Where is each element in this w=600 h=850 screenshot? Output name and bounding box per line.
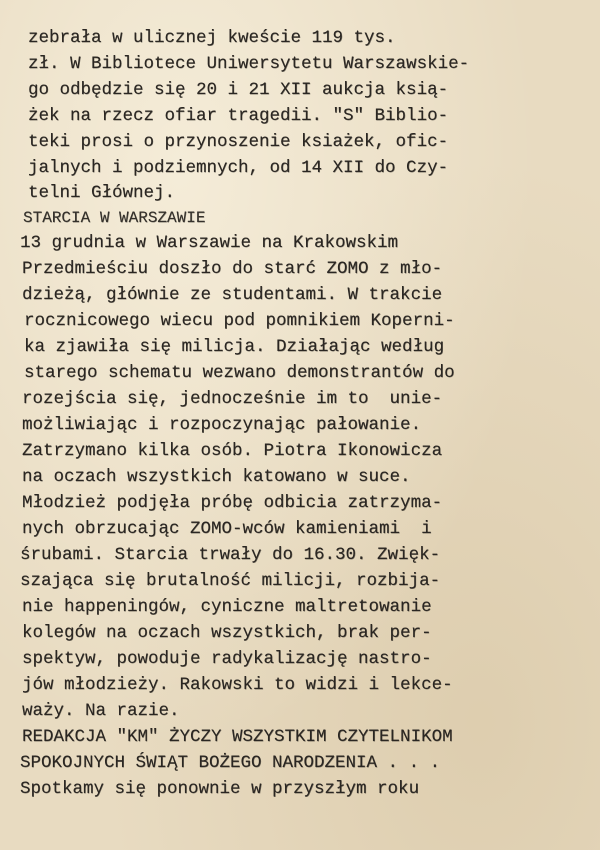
paragraph-2-line: spektyw, powoduje radykalizację nastro- <box>22 649 432 669</box>
paragraph-2-line: ka zjawiła się milicja. Działając według <box>24 337 445 357</box>
closing-line: REDAKCJA "KM" ŻYCZY WSZYSTKIM CZYTELNIKOM <box>22 727 453 747</box>
paragraph-1-line: żek na rzecz ofiar tragedii. "S" Biblio- <box>28 106 449 126</box>
section-heading: STARCIA W WARSZAWIE <box>23 209 206 227</box>
paragraph-2-line: waży. Na razie. <box>22 701 180 721</box>
paragraph-2-line: starego schematu wezwano demonstrantów do <box>24 363 455 383</box>
paragraph-1-line: zebrała w ulicznej kweście 119 tys. <box>28 28 396 48</box>
paragraph-2-line: Młodzież podjęła próbę odbicia zatrzyma- <box>22 493 443 513</box>
paragraph-1-line: zł. W Bibliotece Uniwersytetu Warszawskie- <box>28 54 470 74</box>
paragraph-2-line: możliwiając i rozpoczynając pałowanie. <box>22 415 422 435</box>
paragraph-2-line: dzieżą, głównie ze studentami. W trakcie <box>22 285 443 305</box>
paragraph-1-line: go odbędzie się 20 i 21 XII aukcja ksią- <box>28 80 449 100</box>
paragraph-2-line: Przedmieściu doszło do starć ZOMO z mło- <box>22 259 443 279</box>
paragraph-2-line: na oczach wszystkich katowano w suce. <box>22 467 411 487</box>
closing-line: Spotkamy się ponownie w przyszłym roku <box>20 779 420 799</box>
paragraph-1-line: teki prosi o przynoszenie ksiażek, ofic- <box>28 132 449 152</box>
paragraph-2-line: śrubami. Starcia trwały do 16.30. Zwięk- <box>20 545 441 565</box>
paragraph-2-line: szająca się brutalność milicji, rozbija- <box>20 571 441 591</box>
closing-line: SPOKOJNYCH ŚWIĄT BOŻEGO NARODZENIA . . . <box>20 753 441 773</box>
paragraph-2-line: nych obrzucając ZOMO-wców kamieniami i <box>22 519 432 539</box>
paragraph-1-line: telni Głównej. <box>28 183 176 203</box>
paragraph-2-line: jów młodzieży. Rakowski to widzi i lekce- <box>22 675 453 695</box>
paragraph-2-line: rozejścia się, jednocześnie im to unie- <box>22 389 443 409</box>
paragraph-2-line: Zatrzymano kilka osób. Piotra Ikonowicza <box>22 441 443 461</box>
paragraph-2-line: 13 grudnia w Warszawie na Krakowskim <box>20 233 399 253</box>
paragraph-2-line: nie happeningów, cyniczne maltretowanie <box>22 597 432 617</box>
paragraph-2-line: rocznicowego wiecu pod pomnikiem Koperni- <box>24 311 455 331</box>
paragraph-2-line: kolegów na oczach wszystkich, brak per- <box>22 623 432 643</box>
paragraph-1-line: jalnych i podziemnych, od 14 XII do Czy- <box>28 158 449 178</box>
